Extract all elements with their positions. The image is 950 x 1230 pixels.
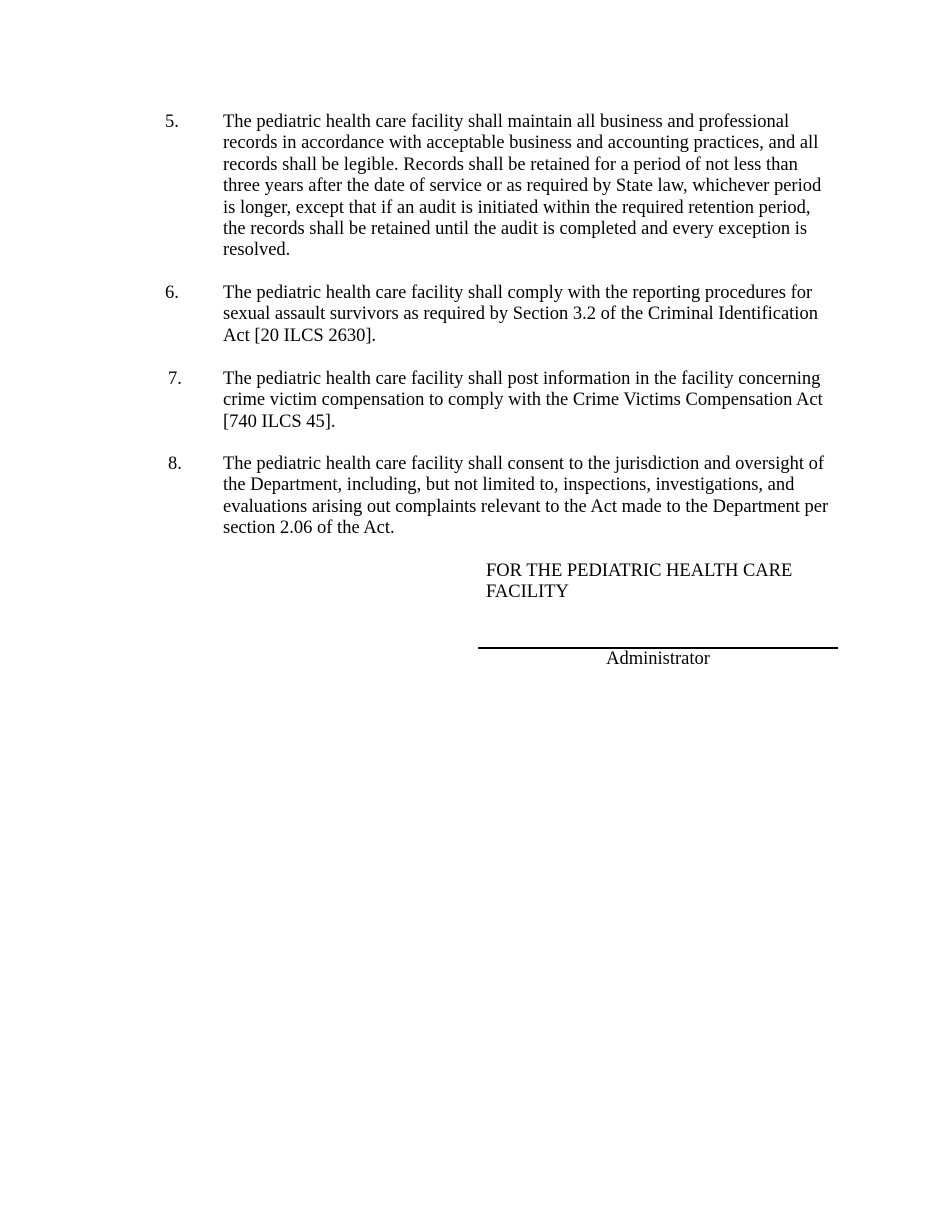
- item-number: 5.: [165, 112, 179, 132]
- item-text: The pediatric health care facility shall maintain all business and professional records in accordance with acceptable business and accounting practices, and all records shall be legible. Records shall be retained for a period of not less than three years after the date of service or as required by State law, whichever period is longer, except that if an audit is initiated within the required retention period, the records shall be retained until the audit is completed and every exception is resolved.: [223, 112, 822, 261]
- item-text: The pediatric health care facility shall consent to the jurisdiction and oversight of the Department, including, but not limited to, inspections, investigations, and evaluations arising out complaints relevant to the Act made to the Department per section 2.06 of the Act.: [223, 454, 829, 539]
- item-number: 8.: [168, 454, 182, 474]
- item-text: The pediatric health care facility shall post information in the facility concerning crime victim compensation to comply with the Crime Victims Compensation Act [740 ILCS 45].: [223, 369, 823, 432]
- item-number: 6.: [165, 283, 179, 303]
- signature-caption: Administrator: [606, 649, 710, 669]
- signature-heading: FOR THE PEDIATRIC HEALTH CARE FACILITY: [486, 561, 793, 603]
- item-text: The pediatric health care facility shall comply with the reporting procedures for sexual assault survivors as required by Section 3.2 of the Criminal Identification Act [20 ILCS 2630].: [223, 283, 818, 346]
- item-number: 7.: [168, 369, 182, 389]
